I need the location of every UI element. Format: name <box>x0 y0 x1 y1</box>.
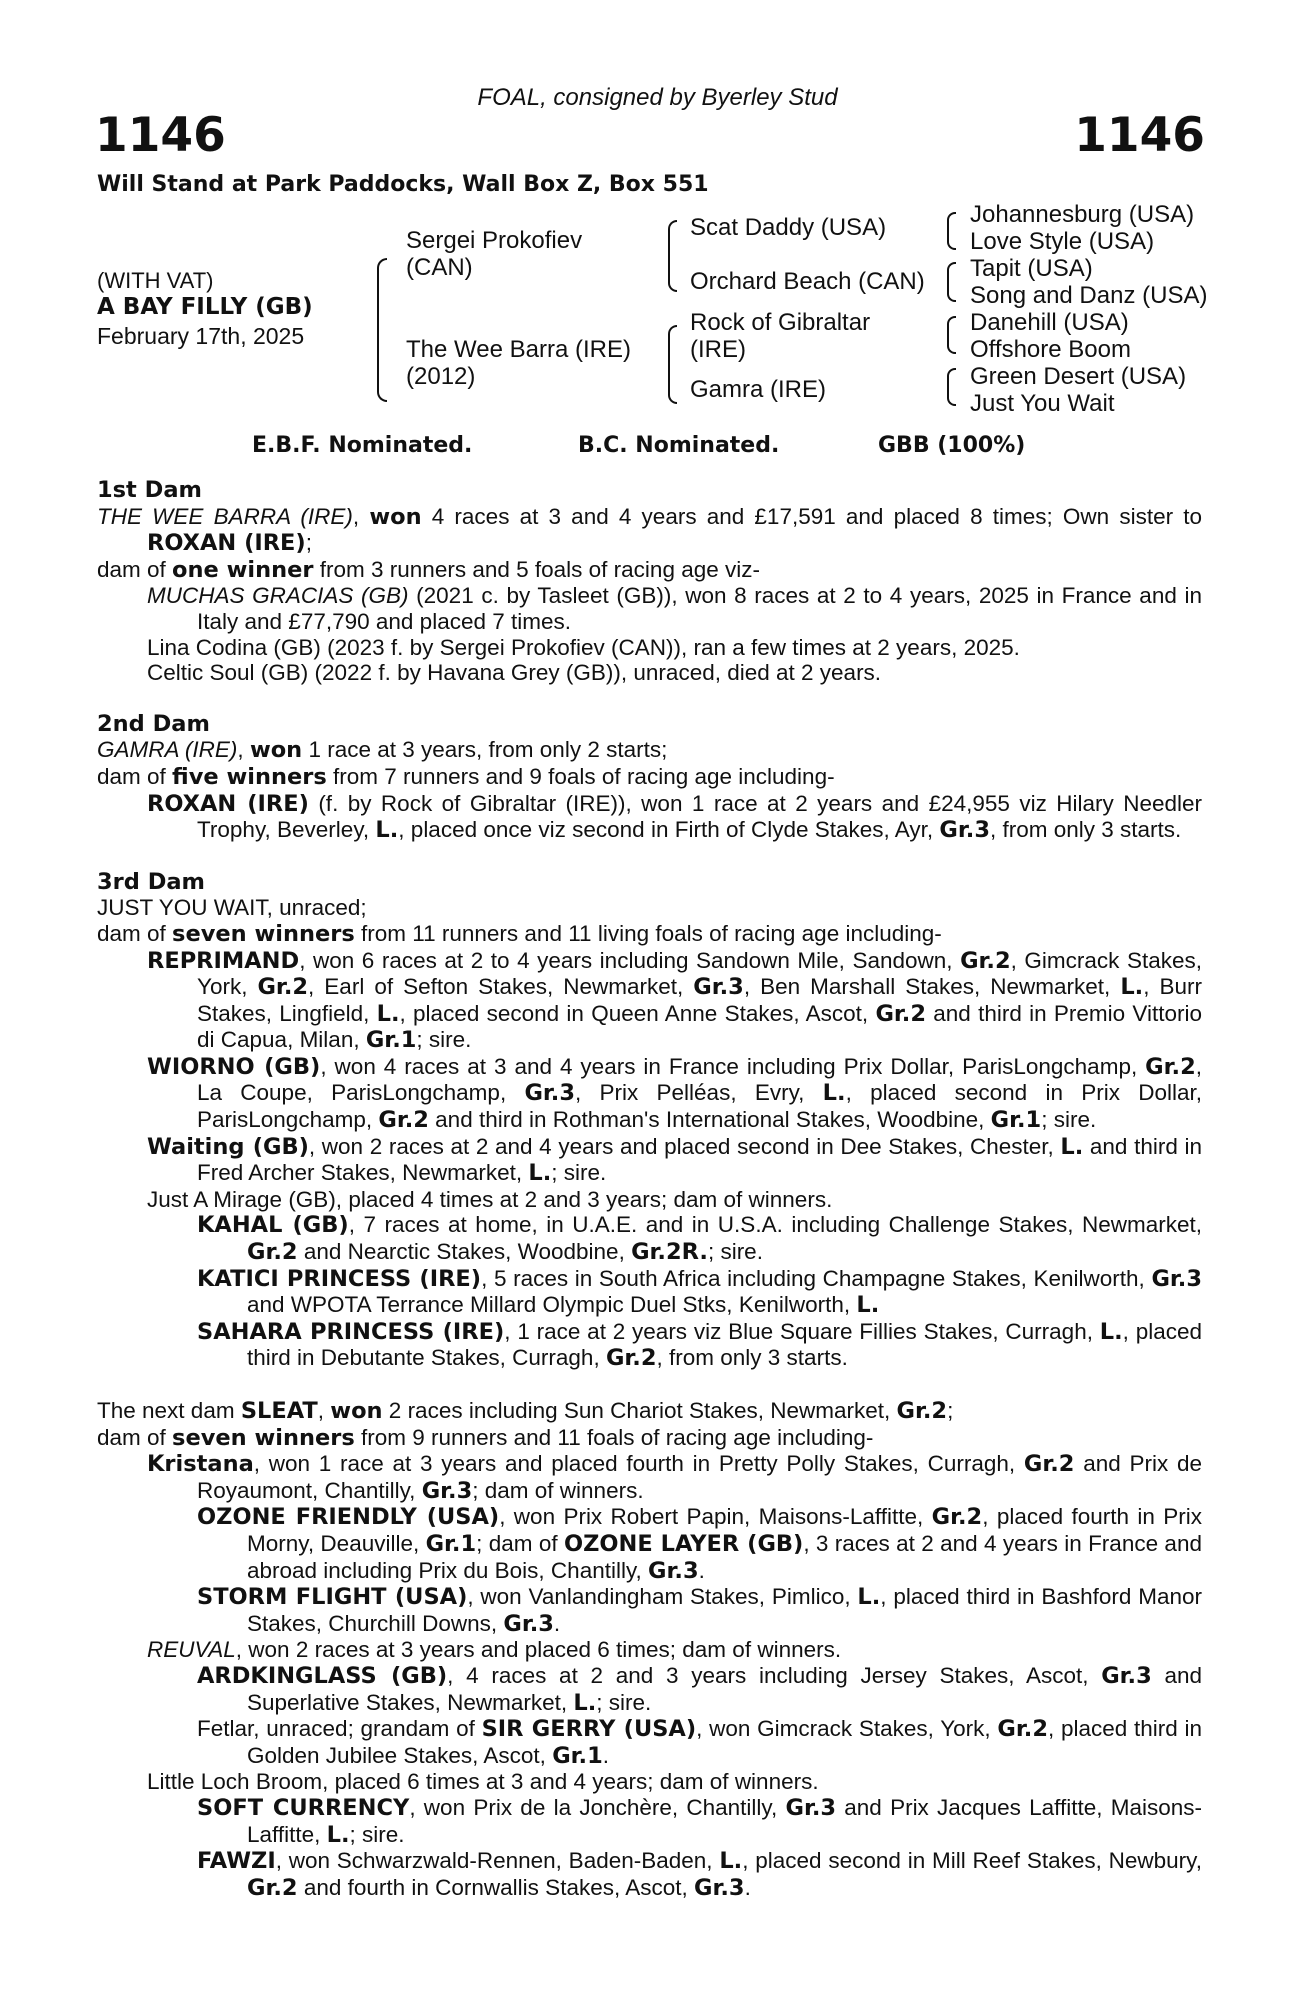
text-run: SAHARA PRINCESS (IRE) <box>197 1318 505 1345</box>
text-run: , La Coupe, ParisLongchamp, <box>197 1053 1202 1106</box>
lot-number-left: 1146 <box>95 108 226 163</box>
third-dam-grandproduce-1 <box>97 1212 1202 1265</box>
text-run: REPRIMAND <box>147 947 300 974</box>
text-run: Gr.3 <box>694 1874 745 1901</box>
text-run: , Prix Pelléas, Evry, <box>575 1080 823 1106</box>
ddd: Just You Wait <box>970 390 1115 417</box>
text-run: ; <box>947 1398 954 1423</box>
horse-dob: February 17th, 2025 <box>97 323 305 349</box>
text-run: , 3 races at 2 and 4 years in France and abroad including Prix du Bois, Chantilly, <box>247 1530 1202 1583</box>
text-run: , from only 3 starts. <box>989 817 1182 843</box>
text-run: Gr.2 <box>896 1398 948 1424</box>
text-run: , <box>237 737 250 763</box>
third-dam-grandproduce-2 <box>97 1266 1202 1319</box>
next-dam-grandproduce-2 <box>97 1584 1202 1637</box>
pedigree-brace-dam <box>668 325 677 404</box>
text-run: Gr.2 <box>875 1000 926 1027</box>
text-run: Gr.3 <box>785 1794 837 1821</box>
text-run: Just A Mirage (GB), placed 4 times at 2 and 3 years; dam of winners. <box>147 1186 833 1212</box>
dsd: Offshore Boom <box>970 336 1131 363</box>
text-run: , Earl of Sefton Stakes, Newmarket, <box>308 974 694 1000</box>
stand-location: Will Stand at Park Paddocks, Wall Box Z, Box 551 <box>97 172 709 197</box>
third-dam-produce-2 <box>97 1054 1202 1134</box>
text-run: , 4 races at 2 and 3 years including Jersey Stakes, Ascot, <box>447 1662 1102 1688</box>
text-run: KATICI PRINCESS (IRE) <box>197 1265 482 1292</box>
text-run: from 7 runners and 9 foals of racing age including- <box>326 763 835 789</box>
text-run: Gr.3 <box>503 1610 554 1637</box>
text-run: , placed second in Prix Dollar, ParisLongchamp, <box>197 1080 1202 1133</box>
text-run: ROXAN (IRE) <box>147 790 309 817</box>
text-run: L. <box>1060 1133 1084 1160</box>
pedigree-brace-sd <box>947 262 956 302</box>
text-run: , Gimcrack Stakes, York, <box>197 947 1202 1000</box>
third-dam-produce-3 <box>97 1134 1202 1187</box>
text-run: L. <box>528 1160 552 1187</box>
text-run: ; dam of <box>476 1530 564 1556</box>
ssd: Love Style (USA) <box>970 228 1155 255</box>
text-run: Waiting (GB) <box>147 1133 309 1160</box>
text-run: L. <box>573 1689 597 1716</box>
text-run: ; sire. <box>596 1689 652 1715</box>
text-run: ; sire. <box>707 1239 763 1265</box>
text-run: Gr.2 <box>247 1874 298 1901</box>
text-run: from 3 runners and 5 foals of racing age viz- <box>313 556 760 582</box>
first-dam-heading: 1st Dam <box>97 477 202 503</box>
text-run: Gr.3 <box>1151 1265 1202 1292</box>
next-dam-produce-intro <box>97 1425 1202 1452</box>
text-run: Gr.3 <box>524 1080 576 1107</box>
text-run: . <box>553 1610 561 1636</box>
first-dam-produce-3 <box>97 660 1202 686</box>
text-run: dam of <box>97 556 173 582</box>
text-run: 2 races including Sun Chariot Stakes, Newmarket, <box>382 1398 897 1423</box>
horse-name: A BAY FILLY (GB) <box>97 294 313 320</box>
text-run: Gr.3 <box>939 817 990 844</box>
text-run: ; <box>305 530 312 556</box>
next-dam-grandproduce-5 <box>97 1795 1202 1848</box>
text-run: ; sire. <box>416 1027 472 1053</box>
next-dam-produce-3 <box>97 1769 1202 1795</box>
text-run: , <box>317 1398 331 1423</box>
dam-sire-name: Rock of Gibraltar <box>690 309 871 336</box>
text-run: MUCHAS GRACIAS (GB) <box>147 583 409 609</box>
text-run: Little Loch Broom, placed 6 times at 3 and 4 years; dam of winners. <box>147 1769 819 1795</box>
third-dam-produce-1 <box>97 948 1202 1054</box>
first-dam-summary <box>97 504 1202 557</box>
text-run: Gr.2 <box>257 974 309 1001</box>
text-run: Lina Codina (GB) (2023 f. by Sergei Prokofiev (CAN)), ran a few times at 2 years, 2025. <box>147 634 1020 660</box>
text-run: L. <box>856 1292 880 1319</box>
text-run: ROXAN (IRE) <box>147 530 306 557</box>
text-run: FAWZI <box>197 1848 276 1875</box>
text-run: , from only 3 starts. <box>656 1345 848 1371</box>
text-run: , won Schwarzwald-Rennen, Baden-Baden, <box>275 1848 720 1874</box>
text-run: SLEAT <box>240 1398 318 1424</box>
text-run: , placed third in Golden Jubilee Stakes, Ascot, <box>247 1716 1203 1768</box>
text-run: , <box>352 503 370 529</box>
text-run: L. <box>822 1080 846 1107</box>
text-run: Gr.3 <box>1101 1662 1152 1689</box>
text-run: , won Gimcrack Stakes, York, <box>696 1716 998 1742</box>
third-dam-heading: 3rd Dam <box>97 868 205 895</box>
text-run: . <box>698 1557 705 1583</box>
text-run: Celtic Soul (GB) (2022 f. by Havana Grey (GB)), unraced, died at 2 years. <box>147 660 882 686</box>
text-run: , placed third in Bashford Manor Stakes, Churchill Downs, <box>247 1584 1202 1636</box>
text-run: OZONE FRIENDLY (USA) <box>197 1504 500 1531</box>
second-dam-heading: 2nd Dam <box>97 710 210 737</box>
text-run: Gr.2 <box>960 947 1011 974</box>
text-run: ; sire. <box>1041 1107 1097 1133</box>
text-run: SIR GERRY (USA) <box>481 1716 697 1743</box>
text-run: (2021 c. by Tasleet (GB)), won 8 races at 2 to 4 years, 2025 in France and in Italy and £77,790 and placed 7 times. <box>197 583 1202 634</box>
text-run: THE WEE BARRA (IRE) <box>97 503 353 529</box>
text-run: ARDKINGLASS (GB) <box>197 1662 448 1689</box>
second-dam-produce-1 <box>97 791 1202 844</box>
ebf-nomination: E.B.F. Nominated. <box>252 433 473 458</box>
text-run: Gr.2 <box>247 1239 298 1266</box>
next-dam-produce-2 <box>97 1637 1202 1663</box>
text-run: SOFT CURRENCY <box>197 1794 410 1821</box>
text-run: and Nearctic Stakes, Woodbine, <box>297 1239 632 1265</box>
text-run: won <box>330 1398 383 1424</box>
pedigree-brace-ds <box>947 316 956 354</box>
text-run: , won Vanlandingham Stakes, Pimlico, <box>467 1584 858 1610</box>
text-run: Kristana <box>147 1451 254 1478</box>
pedigree-brace-ss <box>947 212 956 250</box>
next-dam-grandproduce-6 <box>97 1848 1202 1901</box>
dss: Danehill (USA) <box>970 309 1129 336</box>
text-run: and Prix de Royaumont, Chantilly, <box>197 1451 1202 1503</box>
text-run: L. <box>376 1000 400 1027</box>
text-run: L. <box>857 1584 881 1611</box>
text-run: 1 race at 3 years, from only 2 starts; <box>302 737 668 763</box>
text-run: dam of <box>97 920 173 946</box>
text-run: seven winners <box>172 920 355 947</box>
text-run: Gr.1 <box>990 1107 1042 1134</box>
text-run: Gr.3 <box>421 1477 473 1504</box>
text-run: won <box>249 737 303 764</box>
text-run: five winners <box>172 763 327 790</box>
second-dam-summary <box>97 737 1202 764</box>
text-run: GAMRA (IRE) <box>97 737 238 763</box>
text-run: , 1 race at 2 years viz Blue Square Fillies Stakes, Curragh, <box>504 1318 1100 1344</box>
first-dam-produce-1 <box>97 583 1202 634</box>
text-run: , Ben Marshall Stakes, Newmarket, <box>743 974 1121 1000</box>
text-run: The next dam <box>97 1398 241 1423</box>
text-run: and fourth in Cornwallis Stakes, Ascot, <box>297 1874 695 1900</box>
text-run: L. <box>719 1848 743 1875</box>
text-run: Gr.1 <box>365 1027 417 1054</box>
dam-dam: Gamra (IRE) <box>690 376 827 403</box>
first-dam-produce-intro <box>97 557 1202 584</box>
sire-dam: Orchard Beach (CAN) <box>690 268 925 295</box>
pedigree-brace-dd <box>947 368 956 406</box>
second-dam-produce-intro <box>97 764 1202 791</box>
text-run: , won Prix de la Jonchère, Chantilly, <box>409 1794 786 1820</box>
sds: Tapit (USA) <box>970 255 1093 282</box>
text-run: , won 2 races at 2 and 4 years and placed second in Dee Stakes, Chester, <box>308 1133 1061 1159</box>
text-run: and WPOTA Terrance Millard Olympic Duel Stks, Kenilworth, <box>247 1292 857 1318</box>
text-run: Gr.2 <box>1023 1451 1075 1478</box>
next-dam-produce-1 <box>97 1451 1202 1504</box>
text-run: (f. by Rock of Gibraltar (IRE)), won 1 race at 2 years and £24,955 viz Hilary Needler Trophy, Beverley, <box>197 790 1202 843</box>
text-run: seven winners <box>172 1424 355 1451</box>
next-dam-grandproduce-4 <box>97 1716 1202 1769</box>
text-run: , placed second in Mill Reef Stakes, Newbury, <box>742 1848 1202 1874</box>
consignor-line: FOAL, consigned by Byerley Stud <box>477 84 838 111</box>
gbb-status: GBB (100%) <box>878 433 1026 458</box>
text-run: WIORNO (GB) <box>147 1053 321 1080</box>
text-run: ; dam of winners. <box>472 1477 644 1503</box>
text-run: Gr.2 <box>605 1345 657 1372</box>
text-run: , won 2 races at 3 years and placed 6 times; dam of winners. <box>235 1637 842 1663</box>
text-run: Gr.2 <box>1145 1053 1196 1080</box>
text-run: Gr.3 <box>648 1557 699 1584</box>
text-run: dam of <box>97 1424 173 1450</box>
sire-country: (CAN) <box>406 254 473 281</box>
dam-sire-country: (IRE) <box>690 336 746 363</box>
next-dam-summary <box>97 1398 1202 1425</box>
text-run: one winner <box>172 556 314 583</box>
next-dam-grandproduce-3 <box>97 1663 1202 1716</box>
dam-year: (2012) <box>406 363 476 390</box>
text-run: , 7 races at home, in U.A.E. and in U.S.A. including Challenge Stakes, Newmarket, <box>348 1212 1203 1238</box>
text-run: REUVAL <box>147 1637 236 1663</box>
text-run: KAHAL (GB) <box>197 1212 349 1239</box>
dam-name: The Wee Barra (IRE) <box>406 336 631 363</box>
text-run: L. <box>1120 974 1144 1001</box>
lot-number-right: 1146 <box>1074 108 1205 163</box>
text-run: , Burr Stakes, Lingfield, <box>197 974 1202 1026</box>
text-run: , 5 races in South Africa including Champagne Stakes, Kenilworth, <box>481 1265 1152 1291</box>
text-run: Gr.1 <box>425 1530 477 1557</box>
text-run: from 11 runners and 11 living foals of racing age including- <box>354 920 942 946</box>
text-run: won <box>369 503 422 530</box>
bc-nomination: B.C. Nominated. <box>578 433 780 458</box>
text-run: , placed third in Debutante Stakes, Curragh, <box>247 1318 1202 1371</box>
text-run: Gr.2 <box>931 1504 983 1531</box>
text-run: . <box>602 1742 610 1768</box>
sire-sire: Scat Daddy (USA) <box>690 214 887 241</box>
text-run: . <box>744 1874 751 1900</box>
text-run: Gr.2R. <box>631 1239 708 1266</box>
next-dam-grandproduce-1 <box>97 1504 1202 1584</box>
text-run: , placed fourth in Prix Morny, Deauville, <box>247 1504 1203 1556</box>
text-run: and Superlative Stakes, Newmarket, <box>247 1662 1202 1715</box>
text-run: ; sire. <box>349 1821 405 1847</box>
sire-name: Sergei Prokofiev <box>406 227 583 254</box>
text-run: 4 races at 3 and 4 years and £17,591 and placed 8 times; Own sister to <box>421 503 1202 529</box>
dds: Green Desert (USA) <box>970 363 1187 390</box>
first-dam-produce-2 <box>97 635 1202 661</box>
text-run: from 9 runners and 11 foals of racing age including- <box>354 1424 874 1450</box>
text-run: dam of <box>97 763 173 789</box>
text-run: L. <box>375 817 399 844</box>
text-run: Gr.1 <box>552 1742 603 1769</box>
text-run: ; sire. <box>551 1160 607 1186</box>
text-run: , won Prix Robert Papin, Maisons-Laffitte, <box>499 1504 932 1530</box>
text-run: , won 1 race at 3 years and placed fourth in Pretty Polly Stakes, Curragh, <box>253 1451 1024 1477</box>
third-dam-summary <box>97 895 1202 921</box>
text-run: , won 6 races at 2 to 4 years including Sandown Mile, Sandown, <box>299 947 961 973</box>
text-run: and third in Rothman's International Stakes, Woodbine, <box>428 1107 991 1133</box>
third-dam-produce-intro <box>97 921 1202 948</box>
third-dam-produce-4 <box>97 1187 1202 1213</box>
text-run: Gr.2 <box>997 1716 1048 1743</box>
text-run: , placed once viz second in Firth of Clyde Stakes, Ayr, <box>398 817 940 843</box>
text-run: Gr.2 <box>378 1107 429 1134</box>
text-run: STORM FLIGHT (USA) <box>197 1584 468 1611</box>
sss: Johannesburg (USA) <box>970 201 1195 228</box>
text-run: JUST YOU WAIT, unraced; <box>97 895 367 921</box>
sdd: Song and Danz (USA) <box>970 282 1208 309</box>
catalogue-body <box>97 478 1202 1901</box>
text-run: and third in Premio Vittorio di Capua, Milan, <box>197 1000 1203 1053</box>
vat-note: (WITH VAT) <box>97 268 214 293</box>
text-run: , won 4 races at 3 and 4 years in France including Prix Dollar, ParisLongchamp, <box>320 1053 1146 1079</box>
text-run: Fetlar, unraced; grandam of <box>197 1716 482 1742</box>
text-run: L. <box>326 1821 350 1848</box>
text-run: and Prix Jacques Laffitte, Maisons-Laffitte, <box>247 1794 1202 1847</box>
third-dam-grandproduce-3 <box>97 1319 1202 1372</box>
text-run: OZONE LAYER (GB) <box>563 1530 804 1557</box>
text-run: , placed second in Queen Anne Stakes, Ascot, <box>399 1000 876 1026</box>
text-run: and third in Fred Archer Stakes, Newmarket, <box>197 1133 1202 1186</box>
text-run: L. <box>1099 1318 1123 1345</box>
pedigree-brace-main <box>377 258 387 402</box>
text-run: Gr.3 <box>693 974 744 1001</box>
pedigree-brace-sire <box>668 220 677 292</box>
